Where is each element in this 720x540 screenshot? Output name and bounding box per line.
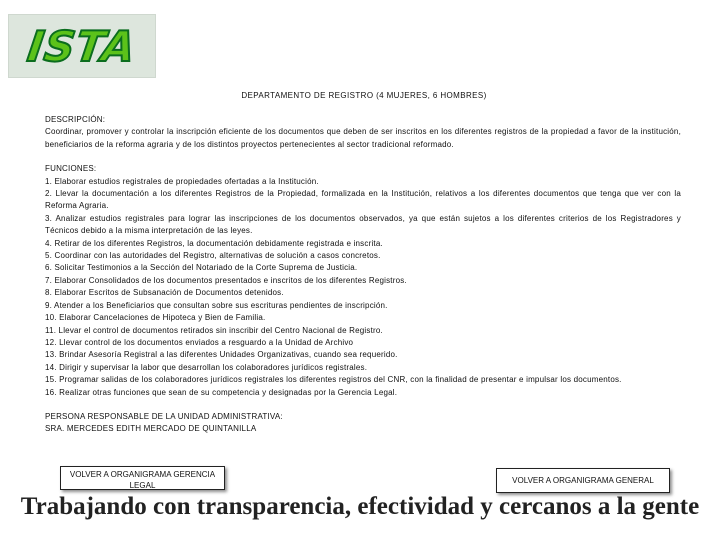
function-item: 11. Llevar el control de documentos retirados sin inscribir del Centro Nacional de Registro. (45, 325, 383, 335)
responsible-name: SRA. MERCEDES EDITH MERCADO DE QUINTANILLA (45, 424, 257, 434)
function-item: 6. Solicitar Testimonios a la Sección del Notariado de la Corte Suprema de Justicia. (45, 263, 358, 273)
function-item: 8. Elaborar Escritos de Subsanación de Documentos detenidos. (45, 288, 284, 298)
function-item: 13. Brindar Asesoría Registral a las diferentes Unidades Organizativas, cuando sea requerido. (45, 350, 398, 360)
function-item: 3. Analizar estudios registrales para lograr las inscripciones de los documentos observados, ya que están sujetos a los diferentes criterios de los Registradores y Técnicos debido a la misma interpretación de las leyes. (45, 213, 681, 236)
function-item: 9. Atender a los Beneficiarios que consultan sobre sus escrituras pendientes de inscripción. (45, 300, 388, 310)
ista-logo (8, 14, 156, 78)
function-item: 14. Dirigir y supervisar la labor que desarrollan los colaboradores jurídicos registrales. (45, 362, 368, 372)
function-item: 16. Realizar otras funciones que sean de su competencia y designadas por la Gerencia Legal. (45, 387, 398, 397)
functions-heading: FUNCIONES: (45, 164, 97, 174)
function-item: 4. Retirar de los diferentes Registros, la documentación debidamente registrada e inscrita. (45, 238, 383, 248)
function-item: 5. Coordinar con las autoridades del Registro, alternativas de solución a casos concretos. (45, 251, 381, 261)
content-body (45, 114, 681, 436)
function-item: 15. Programar salidas de los colaboradores jurídicos registrales los diferentes registros del CNR, con la finalidad de presentar e impulsar los documentos. (45, 375, 622, 385)
slogan: Trabajando con transparencia, efectividad y cercanos a la gente (20, 493, 700, 520)
responsible-heading: PERSONA RESPONSABLE DE LA UNIDAD ADMINISTRATIVA: (45, 411, 283, 421)
description-heading: DESCRIPCIÓN: (45, 115, 106, 124)
page-title: DEPARTAMENTO DE REGISTRO (4 MUJERES, 6 HOMBRES) (241, 91, 487, 100)
function-item: 7. Elaborar Consolidados de los documentos presentados e inscritos de los diferentes Registros. (45, 275, 407, 285)
back-to-general-org-chart-button[interactable]: VOLVER A ORGANIGRAMA GENERAL (496, 468, 670, 493)
function-item: 2. Llevar la documentación a los diferentes Registros de la Propiedad, formalizada en la Institución, relativos a los diferentes documentos que tenga que ver con la Reforma Agraria. (45, 189, 681, 211)
function-item: 10. Elaborar Cancelaciones de Hipoteca y Bien de Familia. (45, 313, 266, 323)
function-item: 1. Elaborar estudios registrales de propiedades ofertadas a la Institución. (45, 176, 319, 186)
back-to-legal-org-chart-button[interactable]: VOLVER A ORGANIGRAMA GERENCIA LEGAL (60, 466, 225, 490)
function-item: 12. Llevar control de los documentos enviados a resguardo a la Unidad de Archivo (45, 337, 354, 347)
description-text: Coordinar, promover y controlar la inscripción eficiente de los documentos que deben de ser inscritos en los diferentes registros de la propiedad a favor de la institución, beneficiarios de la reforma agraria y de los distintos proyectos pertenecientes al sector tradicional reformado. (45, 127, 681, 149)
logo-text: ISTA (24, 21, 140, 71)
